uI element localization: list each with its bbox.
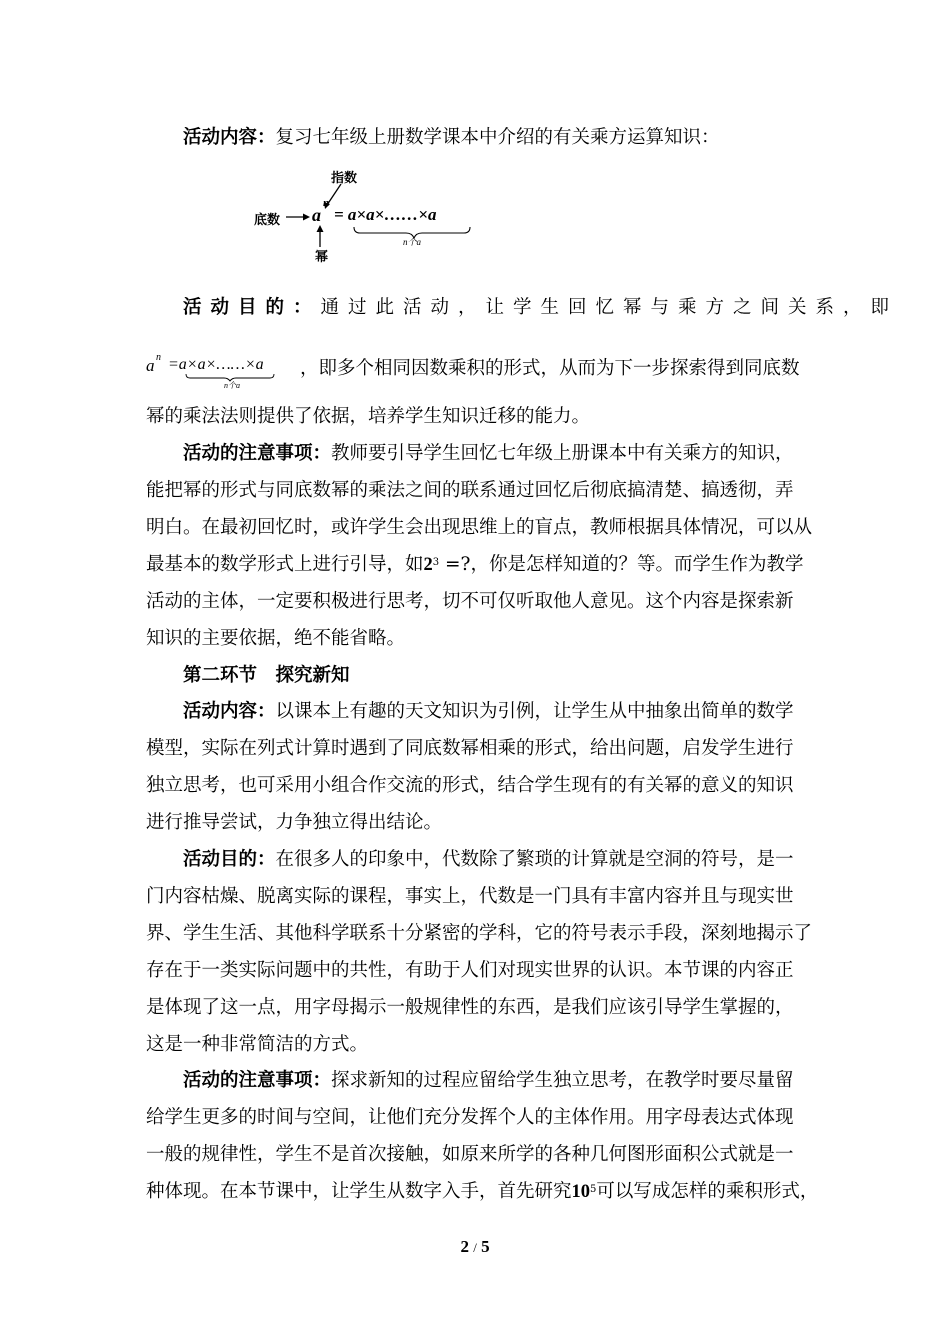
paragraph-activity-content: [183, 126, 843, 150]
formula-brace-label: n个a: [224, 381, 240, 390]
text-notes-line-5: 活动的主体，一定要积极进行思考，切不可仅听取他人意见。这个内容是探索新: [146, 591, 794, 612]
label-s2-notes: 活动的注意事项：: [183, 1070, 332, 1091]
notes-exp: 3: [432, 557, 440, 568]
text-s2-notes-1: 探求新知的过程应留给学生独立思考，在教学时要尽量留: [331, 1070, 794, 1091]
section-heading: 第二环节 探究新知: [183, 665, 350, 686]
paragraph-s2-notes: [183, 1069, 843, 1093]
text-s2-purpose-1: 在很多人的印象中，代数除了繁琐的计算就是空洞的符号，是一: [275, 849, 794, 870]
label-activity-notes: 活动的注意事项：: [183, 443, 332, 464]
page-number: [0, 1237, 950, 1257]
paragraph-s2-content: [183, 700, 843, 724]
label-activity-purpose: 活动目的：: [183, 297, 321, 318]
text-notes-line-4b: =?，你是怎样知道的？等。而学生作为教学: [439, 554, 804, 575]
text-s2-notes-3: 一般的规律性，学生不是首次接触，如原来所学的各种几何图形面积公式就是一: [146, 1144, 794, 1165]
label-s2-purpose: 活动目的：: [183, 849, 276, 870]
diagram-exp-var: n: [323, 197, 330, 209]
paragraph-s2-purpose: [183, 848, 843, 872]
label-s2-content: 活动内容：: [183, 701, 276, 722]
text-s2-purpose-4: 存在于一类实际问题中的共性，有助于人们对现实世界的认识。本节课的内容正: [146, 960, 794, 981]
text-notes-line-1: 教师要引导学生回忆七年级上册课本中有关乘方的知识，: [331, 443, 794, 464]
paragraph-activity-notes: [183, 442, 843, 466]
diagram-brace-label: n个a: [403, 237, 422, 247]
text-notes-line-2: 能把幂的形式与同底数幂的乘法之间的联系通过回忆后彻底搞清楚、搞透彻，弄: [146, 480, 794, 501]
page-total: 5: [481, 1237, 490, 1256]
text-notes-line-6: 知识的主要依据，绝不能省略。: [146, 628, 406, 649]
text-s2-purpose-5: 是体现了这一点，用字母揭示一般规律性的东西，是我们应该引导学生掌握的，: [146, 997, 794, 1018]
notes-base-10: 10: [571, 1182, 591, 1202]
text-s2-purpose-6: 这是一种非常简洁的方式。: [146, 1034, 369, 1055]
paragraph-activity-purpose-1: [183, 296, 899, 320]
text-s2-content-3: 独立思考，也可采用小组合作交流的形式，结合学生现有的有关幂的意义的知识: [146, 775, 794, 796]
text-s2-notes-4b: 可以写成怎样的乘积形式，: [596, 1181, 819, 1202]
text-s2-notes-2: 给学生更多的时间与空间，让他们充分发挥个人的主体作用。用字母表达式体现: [146, 1107, 794, 1128]
text-notes-line-4: [146, 553, 806, 577]
notes-base: 2: [423, 555, 433, 575]
text-s2-purpose-3: 界、学生生活、其他科学联系十分紧密的学科，它的符号表示手段，深刻地揭示了: [146, 923, 813, 944]
text-s2-notes-4a: 种体现。在本节课中，让学生从数字入手，首先研究: [146, 1181, 572, 1202]
text-s2-notes-4: [146, 1180, 819, 1204]
text-activity-purpose-1: 通过此活动，让学生回忆幂与乘方之间关系，即: [320, 297, 899, 318]
text-s2-content-1: 以课本上有趣的天文知识为引例，让学生从中抽象出简单的数学: [275, 701, 794, 722]
label-base: 底数: [254, 213, 281, 228]
power-notation-diagram: [250, 165, 490, 265]
formula-exp: n: [156, 352, 161, 363]
text-s2-content-4: 进行推导尝试，力争独立得出结论。: [146, 812, 443, 833]
formula-lhs: a: [146, 356, 155, 375]
text-activity-purpose-3: 幂的乘法法则提供了依据，培养学生知识迁移的能力。: [146, 406, 591, 427]
text-s2-purpose-2: 门内容枯燥、脱离实际的课程，事实上，代数是一门具有丰富内容并且与现实世: [146, 886, 794, 907]
notes-exp-5: 5: [590, 1184, 597, 1195]
text-notes-line-4a: 最基本的数学形式上进行引导，如: [146, 554, 424, 575]
text-s2-content-2: 模型，实际在列式计算时遇到了同底数幂相乘的形式，给出问题，启发学生进行: [146, 738, 794, 759]
label-power: 幂: [315, 250, 329, 265]
inline-formula-power: [146, 352, 306, 396]
text-activity-content: 复习七年级上册数学课本中介绍的有关乘方运算知识：: [275, 127, 720, 148]
page-current: 2: [460, 1237, 469, 1256]
text-notes-line-3: 明白。在最初回忆时，或许学生会出现思维上的盲点，教师根据具体情况，可以从: [146, 517, 813, 538]
page-separator: /: [473, 1240, 477, 1255]
diagram-base-var: a: [312, 205, 321, 225]
text-activity-purpose-2: ，即多个相同因数乘积的形式，从而为下一步探索得到同底数: [300, 358, 800, 379]
formula-rhs: =a×a×……×a: [168, 356, 264, 373]
label-exponent: 指数: [331, 171, 358, 186]
diagram-expansion: = a×a×……×a: [334, 205, 437, 224]
label-activity-content: 活动内容：: [183, 127, 276, 148]
